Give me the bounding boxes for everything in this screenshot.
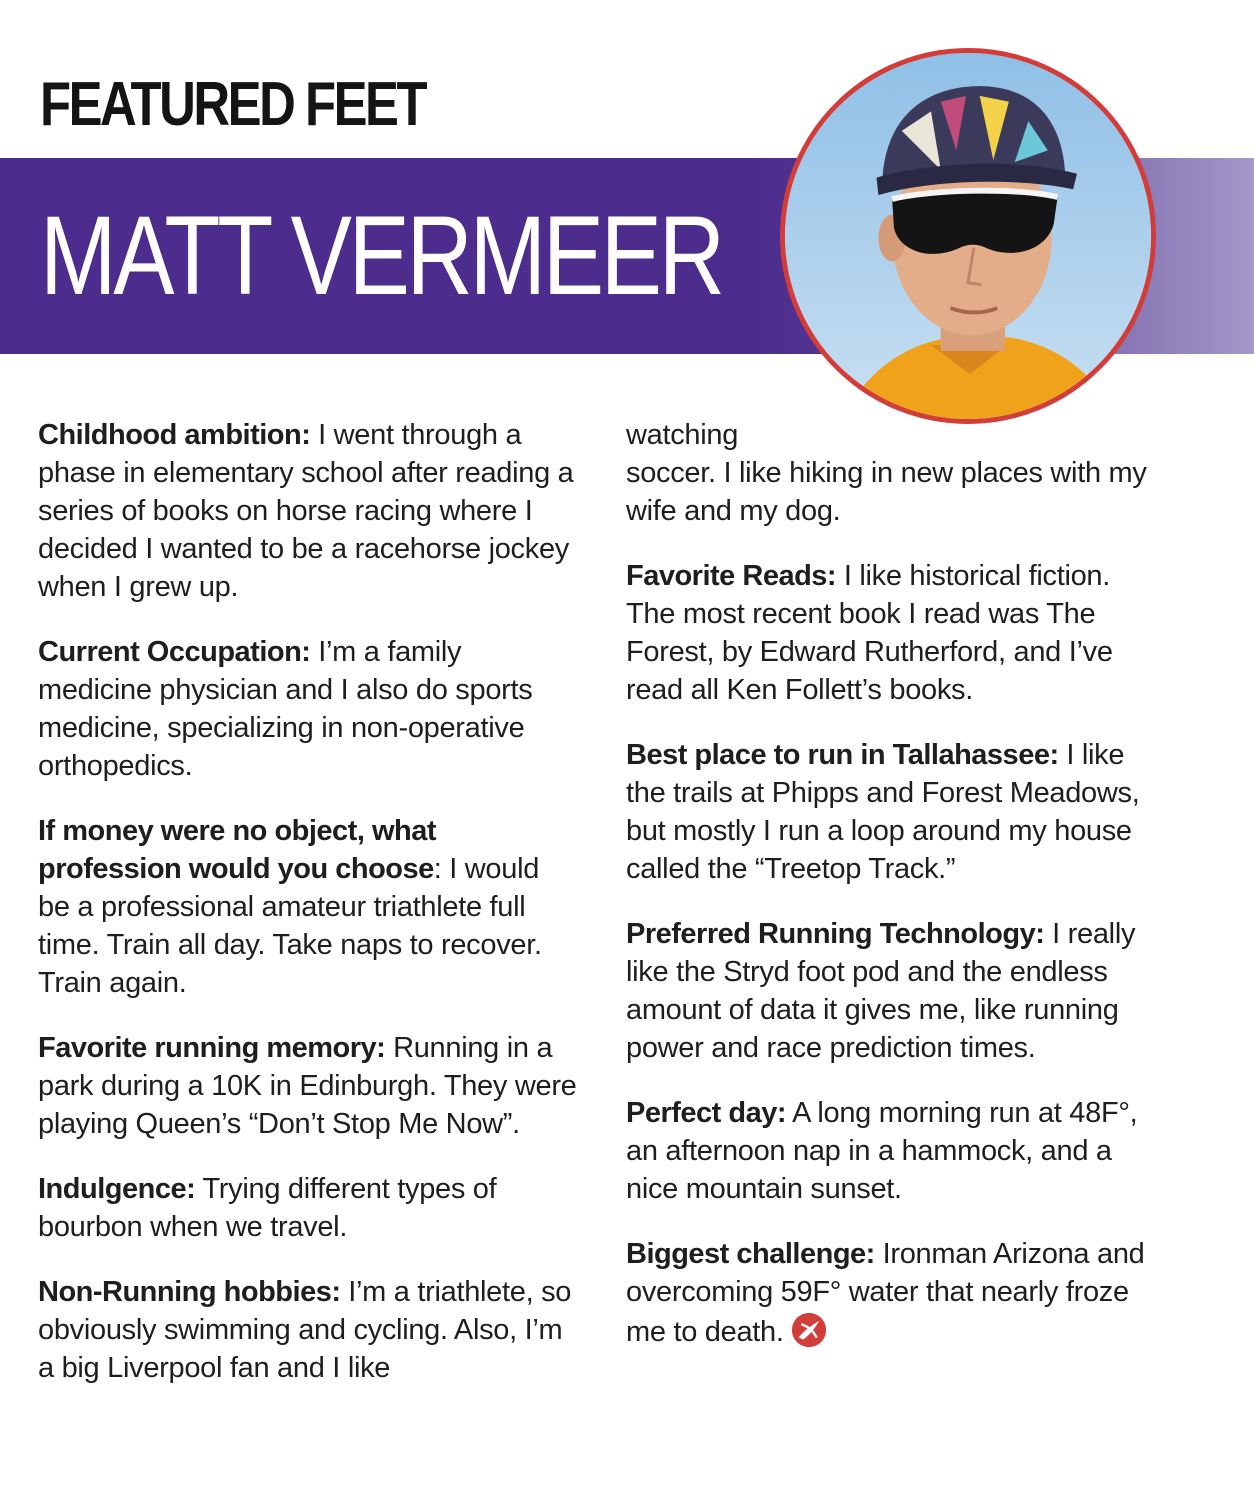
qa-non-running-hobbies <box>38 1273 578 1387</box>
answer-text: I like historical fiction. The most recent book I read was The Forest, by Edward Rutherford, and I’ve read all Ken Follett’s books. <box>626 560 1113 706</box>
question-label: Childhood ambition: <box>38 419 311 451</box>
question-label: Preferred Running Technology: <box>626 918 1045 950</box>
left-column <box>38 416 578 1414</box>
portrait-photo <box>780 48 1156 424</box>
qa-perfect-day <box>626 1094 1166 1208</box>
qa-favorite-running-memory <box>38 1029 578 1143</box>
runner-portrait-icon <box>785 53 1151 419</box>
continued-text: watching <box>626 419 739 451</box>
continued-text: soccer. I like hiking in new places with my wife and my dog. <box>626 457 1147 527</box>
answer-text: Ironman Arizona and overcoming 59F° water that nearly froze me to death. <box>626 1238 1145 1348</box>
question-label: Favorite running memory: <box>38 1032 386 1064</box>
question-label: Biggest challenge: <box>626 1238 875 1270</box>
answer-text: I really like the Stryd foot pod and the endless amount of data it gives me, like running power and race prediction times. <box>626 918 1136 1064</box>
answer-text: : I would be a professional amateur triathlete full time. Train all day. Take naps to recover. Train again. <box>38 853 542 999</box>
qa-biggest-challenge <box>626 1235 1166 1351</box>
answer-text: I went through a phase in elementary school after reading a series of books on horse racing where I decided I wanted to be a racehorse jockey when I grew up. <box>38 419 574 603</box>
question-label: Favorite Reads: <box>626 560 837 592</box>
magazine-logo-icon <box>790 1311 828 1349</box>
answer-text: I’m a triathlete, so obviously swimming and cycling. Also, I’m a big Liverpool fan and I like <box>38 1276 572 1384</box>
answer-text: Trying different types of bourbon when we travel. <box>38 1173 497 1243</box>
right-column <box>626 416 1166 1378</box>
qa-dream-profession <box>38 812 578 1002</box>
qa-current-occupation <box>38 633 578 785</box>
question-label: Indulgence: <box>38 1173 196 1205</box>
question-label: Perfect day: <box>626 1097 787 1129</box>
answer-text: I’m a family medicine physician and I also do sports medicine, specializing in non-operative orthopedics. <box>38 636 533 782</box>
qa-best-place-to-run <box>626 736 1166 888</box>
profile-name: MATT VERMEER <box>40 193 722 318</box>
question-label: Best place to run in Tallahassee: <box>626 739 1059 771</box>
answer-text: A long morning run at 48F°, an afternoon nap in a hammock, and a nice mountain sunset. <box>626 1097 1138 1205</box>
answer-text: I like the trails at Phipps and Forest Meadows, but mostly I run a loop around my house called the “Treetop Track.” <box>626 739 1140 885</box>
qa-favorite-reads <box>626 557 1166 709</box>
question-label: If money were no object, what profession would you choose <box>38 815 437 885</box>
question-label: Non-Running hobbies: <box>38 1276 341 1308</box>
question-label: Current Occupation: <box>38 636 311 668</box>
qa-indulgence <box>38 1170 578 1246</box>
qa-running-technology <box>626 915 1166 1067</box>
answer-text: Running in a park during a 10K in Edinburgh. They were playing Queen’s “Don’t Stop Me Now”. <box>38 1032 577 1140</box>
section-label: FEATURED FEET <box>40 70 426 139</box>
qa-childhood-ambition <box>38 416 578 606</box>
